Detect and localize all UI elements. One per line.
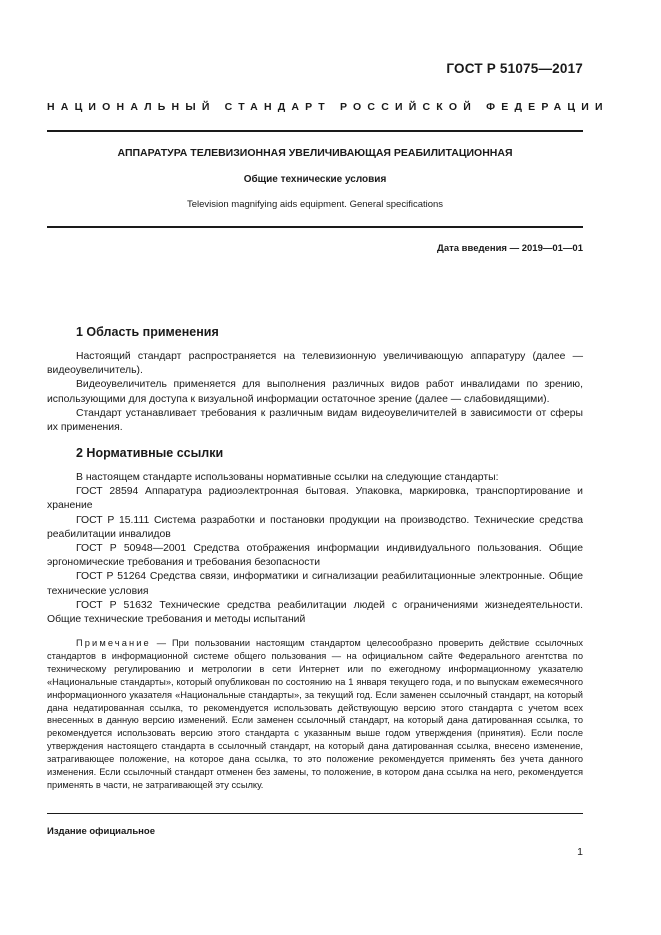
paragraph: В настоящем стандарте использованы нормативные ссылки на следующие стандарты: xyxy=(76,472,499,483)
paragraph: Настоящий стандарт распространяется на телевизионную увеличивающую аппаратуру (далее — видеоувеличитель). xyxy=(47,351,583,377)
section-heading-scope: 1 Область применения xyxy=(76,325,219,339)
reference-item: ГОСТ Р 51264 Средства связи, информатики и сигнализации реабилитационные электронные. Общие технические условия xyxy=(47,571,583,597)
paragraph: Видеоувеличитель применяется для выполнения различных видов работ инвалидами по зрению, использующими для доступа к визуальной информации остаточное зрение (далее — слабовидящими). xyxy=(47,379,583,405)
standard-english-title: Television magnifying aids equipment. General specifications xyxy=(186,199,444,210)
footer-rule xyxy=(47,813,583,814)
official-edition-label: Издание официальное xyxy=(47,826,155,837)
reference-item: ГОСТ Р 50948—2001 Средства отображения информации индивидуального пользования. Общие эргономические требования и требования безопасности xyxy=(47,543,583,569)
note-block xyxy=(47,637,583,792)
page-number: 1 xyxy=(577,846,583,858)
note-label: Примечание xyxy=(76,638,151,648)
standard-title: АППАРАТУРА ТЕЛЕВИЗИОННАЯ УВЕЛИЧИВАЮЩАЯ РЕАБИЛИТАЦИОННАЯ xyxy=(117,147,513,159)
title-block-rule xyxy=(47,226,583,228)
header-rule xyxy=(47,130,583,132)
section-heading-normative-references: 2 Нормативные ссылки xyxy=(76,446,224,460)
section-references-body xyxy=(47,471,583,627)
reference-item: ГОСТ 28594 Аппаратура радиоэлектронная бытовая. Упаковка, маркировка, транспортирование и хранение xyxy=(47,486,583,512)
introduction-date: Дата введения — 2019—01—01 xyxy=(437,243,583,254)
section-scope-body xyxy=(47,350,583,435)
paragraph: Стандарт устанавливает требования к различным видам видеоувеличителей в зависимости от сферы их применения. xyxy=(47,407,583,434)
reference-item: ГОСТ Р 51632 Технические средства реабилитации людей с ограничениями жизнедеятельности. Общие технические требования и методы испытаний xyxy=(47,599,583,626)
standard-subtitle: Общие технические условия xyxy=(243,174,387,185)
reference-item: ГОСТ Р 15.111 Система разработки и постановки продукции на производство. Технические средства реабилитации инвалидов xyxy=(47,514,583,540)
note-text: — При пользовании настоящим стандартом целесообразно проверить действие ссылочных стандартов в информационной системе общего пользования — на официальном сайте Федерального агентства по техническому регулированию и метрологии в сети Интернет или по ежегодному информационному указателю «Национальные стандарты», который опубликован по состоянию на 1 января текущего года, и по выпускам ежемесячного информационного указателя «Национальные стандарты», за текущий год. Если заменен ссылочный стандарт, на который дана недатированная ссылка, то рекомендуется использовать действующую версию этого стандарта с учетом всех внесенных в данную версию изменений. Если заменен ссылочный стандарт, на который дана датированная ссылка, то рекомендуется использовать версию этого стандарта с указанным выше годом утверждения (принятия). Если после утверждения настоящего стандарта в ссылочный стандарт, на который дана датированная ссылка, внесено изменение, затрагивающее положение, на которое дана ссылка, то это положение рекомендуется применять без учета данного изменения. Если ссылочный стандарт отменен без замены, то положение, в котором дана ссылка на него, рекомендуется применять в части, не затрагивающей эту ссылку. xyxy=(47,638,583,790)
national-standard-title: НАЦИОНАЛЬНЫЙ СТАНДАРТ РОССИЙСКОЙ ФЕДЕРАЦИИ xyxy=(47,101,609,113)
document-number: ГОСТ Р 51075—2017 xyxy=(446,61,583,76)
